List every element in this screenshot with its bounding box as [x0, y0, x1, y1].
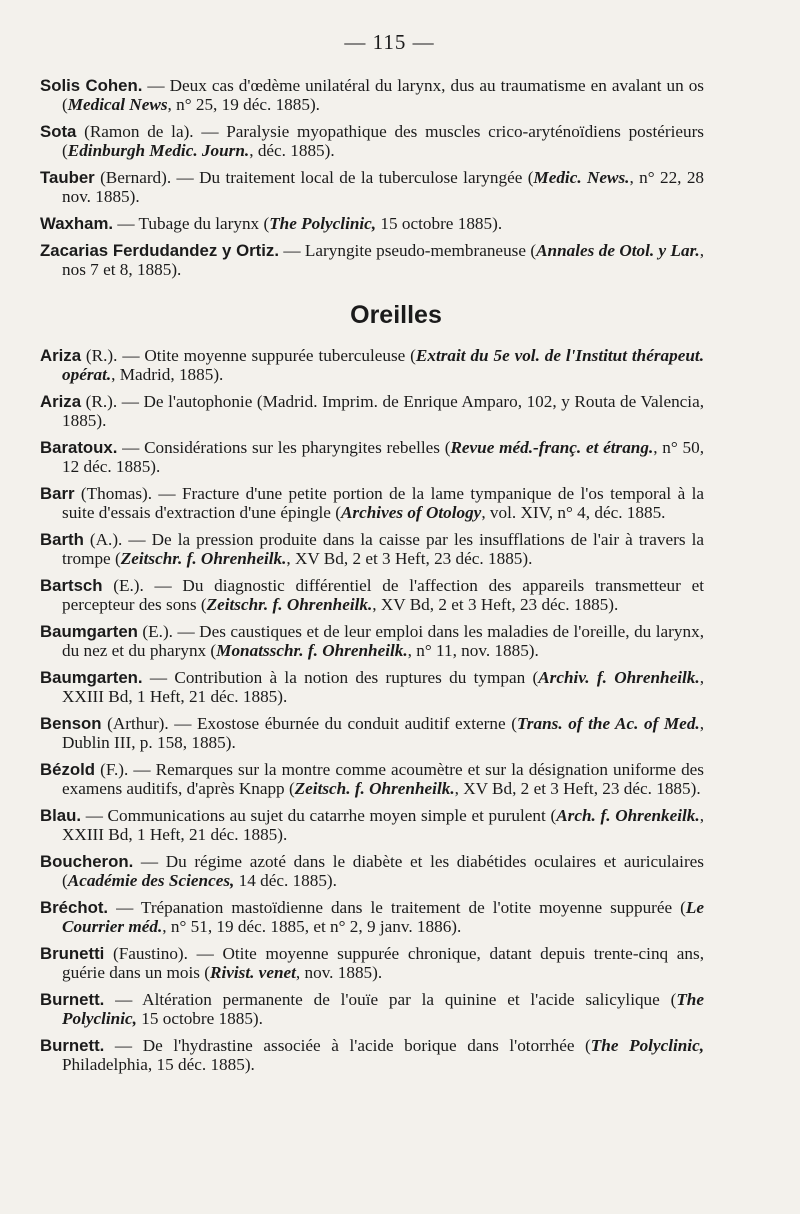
entry-author: Waxham.: [40, 214, 114, 233]
entry-text: — Tubage du larynx (: [113, 214, 270, 233]
entry-source: Medic. News.: [533, 168, 630, 187]
bibliography-entry: [40, 622, 704, 660]
entry-text: (F.). — Remarques sur la montre comme acoumètre et sur la désignation uniforme des examens auditifs, d'après Knapp (: [62, 760, 704, 798]
bibliography-entry: [40, 484, 704, 522]
entry-text: (R.). — De l'autophonie (Madrid. Imprim. de Enrique Amparo, 102, y Routa de Valencia, 1885).: [62, 392, 704, 430]
entry-author: Boucheron.: [40, 852, 134, 871]
entry-author: Ariza: [40, 392, 82, 411]
entry-text: — Considérations sur les pharyngites rebelles (: [117, 438, 451, 457]
bibliography-entry: [40, 214, 704, 233]
bibliography-entry: [40, 898, 704, 936]
entry-source: Rivist. venet: [209, 963, 296, 982]
bibliography-entry: [40, 438, 704, 476]
entry-author: Tauber: [40, 168, 95, 187]
entry-author: Zacarias Ferdudandez y Ortiz.: [40, 241, 279, 260]
bibliography-list-larynx: [40, 76, 704, 279]
bibliography-entry: [40, 530, 704, 568]
bibliography-entry: [40, 760, 704, 798]
entry-author: Burnett.: [40, 990, 105, 1009]
bibliography-entry: [40, 990, 704, 1028]
entry-text: (Bernard). — Du traitement local de la tuberculose laryngée (: [94, 168, 534, 187]
entry-source: Medical News: [67, 95, 168, 114]
entry-author: Ariza: [40, 346, 82, 365]
entry-source: Académie des Sciences,: [67, 871, 235, 890]
entry-source: Zeitschr. f. Ohrenheilk.: [206, 595, 373, 614]
entry-source: Edinburgh Medic. Journ.: [67, 141, 250, 160]
entry-source: Archiv. f. Ohrenheilk.: [538, 668, 700, 687]
entry-author: Bézold: [40, 760, 96, 779]
entry-text-end: , XV Bd, 2 et 3 Heft, 23 déc. 1885).: [454, 779, 701, 798]
entry-author: Baumgarten.: [40, 668, 143, 687]
entry-source: Zeitschr. f. Ohrenheilk.: [120, 549, 287, 568]
entry-text-end: , Dublin III, p. 158, 1885).: [62, 714, 705, 752]
bibliography-entry: [40, 944, 704, 982]
entry-source: Annales de Otol. y Lar.: [536, 241, 700, 260]
entry-source: The Polyclinic,: [590, 1036, 705, 1055]
entry-text-end: , XV Bd, 2 et 3 Heft, 23 déc. 1885).: [286, 549, 533, 568]
bibliography-entry: [40, 392, 704, 430]
bibliography-entry: [40, 346, 704, 384]
bibliography-entry: [40, 1036, 704, 1074]
bibliography-entry: [40, 122, 704, 160]
entry-text: (Faustino). — Otite moyenne suppurée chronique, datant depuis trente-cinq ans, guérie dans un mois (: [62, 944, 704, 982]
entry-text: — Contribution à la notion des ruptures du tympan (: [142, 668, 539, 687]
entry-author: Bartsch: [40, 576, 103, 595]
entry-text: (E.). — Du diagnostic différentiel de l'affection des appareils transmetteur et percepteur des sons (: [62, 576, 704, 614]
bibliography-entry: [40, 852, 704, 890]
entry-text-end: 15 octobre 1885).: [136, 1009, 263, 1028]
bibliography-entry: [40, 241, 704, 279]
entry-text: — Communications au sujet du catarrhe moyen simple et purulent (: [81, 806, 557, 825]
entry-author: Brunetti: [40, 944, 105, 963]
entry-author: Burnett.: [40, 1036, 105, 1055]
bibliography-entry: [40, 668, 704, 706]
section-title: Oreilles: [350, 301, 442, 329]
entry-author: Benson: [40, 714, 102, 733]
entry-text-end: , n° 22, 28 nov. 1885).: [62, 168, 705, 206]
entry-text-end: , n° 11, nov. 1885).: [407, 641, 539, 660]
entry-text: (R.). — Otite moyenne suppurée tuberculeuse (: [81, 346, 416, 365]
entry-source: Arch. f. Ohrenkeilk.: [556, 806, 700, 825]
bibliography-entry: [40, 76, 704, 114]
entry-source: Archives of Otology: [340, 503, 482, 522]
entry-author: Baumgarten: [40, 622, 138, 641]
entry-text-end: , déc. 1885).: [249, 141, 335, 160]
entry-text: — De l'hydrastine associée à l'acide borique dans l'otorrhée (: [104, 1036, 591, 1055]
bibliography-entry: [40, 168, 704, 206]
entry-author: Solis Cohen.: [40, 76, 143, 95]
entry-source: Le Courrier méd.: [62, 898, 704, 936]
entry-author: Sota: [40, 122, 77, 141]
entry-author: Barr: [40, 484, 75, 503]
entry-text-end: , XXIII Bd, 1 Heft, 21 déc. 1885).: [62, 806, 704, 844]
entry-text: — Altération permanente de l'ouïe par la quinine et l'acide salicylique (: [104, 990, 677, 1009]
entry-text: (E.). — Des caustiques et de leur emploi dans les maladies de l'oreille, du larynx, du nez et du pharynx (: [62, 622, 704, 660]
entry-author: Blau.: [40, 806, 82, 825]
entry-source: The Polyclinic,: [62, 990, 704, 1028]
entry-text: (A.). — De la pression produite dans la caisse par les insufflations de l'air à travers la trompe (: [62, 530, 704, 568]
bibliography-entry: [40, 806, 704, 844]
entry-author: Bréchot.: [40, 898, 109, 917]
entry-text-end: , nos 7 et 8, 1885).: [62, 241, 704, 279]
entry-text-end: , n° 51, 19 déc. 1885, et n° 2, 9 janv. 1886).: [162, 917, 462, 936]
entry-text-end: , nov. 1885).: [295, 963, 383, 982]
entry-text: — Laryngite pseudo-membraneuse (: [278, 241, 537, 260]
bibliography-list-ears: [40, 346, 704, 1074]
entry-text-end: 14 déc. 1885).: [234, 871, 337, 890]
entry-author: Baratoux.: [40, 438, 118, 457]
entry-text: (Ramon de la). — Paralysie myopathique des muscles crico-aryténoïdiens postérieurs (: [62, 122, 704, 160]
entry-text-end: , Madrid, 1885).: [111, 365, 224, 384]
entry-source: Revue méd.-franç. et étrang.: [450, 438, 654, 457]
page-number: — 115 —: [344, 30, 435, 54]
entry-text-end: , XV Bd, 2 et 3 Heft, 23 déc. 1885).: [372, 595, 619, 614]
entry-source: Zeitsch. f. Ohrenheilk.: [294, 779, 455, 798]
entry-text-end: , n° 25, 19 déc. 1885).: [167, 95, 320, 114]
entry-text-end: , XXIII Bd, 1 Heft, 21 déc. 1885).: [62, 668, 704, 706]
entry-text-end: , vol. XIV, n° 4, déc. 1885.: [481, 503, 666, 522]
entry-source: The Polyclinic,: [269, 214, 377, 233]
entry-text-end: Philadelphia, 15 déc. 1885).: [62, 1055, 255, 1074]
entry-text: — Trépanation mastoïdienne dans le traitement de l'otite moyenne suppurée (: [108, 898, 686, 917]
bibliography-entry: [40, 576, 704, 614]
entry-text: (Arthur). — Exostose éburnée du conduit auditif externe (: [101, 714, 517, 733]
entry-source: Monatsschr. f. Ohrenheilk.: [216, 641, 408, 660]
entry-text-end: 15 octobre 1885).: [376, 214, 503, 233]
bibliography-entry: [40, 714, 704, 752]
entry-author: Barth: [40, 530, 84, 549]
entry-text: — Deux cas d'œdème unilatéral du larynx, dus au traumatisme en avalant un os (: [62, 76, 704, 114]
entry-source: Extrait du 5e vol. de l'Institut thérapeut. opérat.: [62, 346, 704, 384]
entry-source: Trans. of the Ac. of Med.: [516, 714, 700, 733]
entry-text-end: , n° 50, 12 déc. 1885).: [62, 438, 705, 476]
entry-text: (Thomas). — Fracture d'une petite portion de la lame tympanique de l'os temporal à la suite d'essais d'extraction d'une épingle (: [62, 484, 704, 522]
entry-text: — Du régime azoté dans le diabète et les diabétides oculaires et auriculaires (: [62, 852, 704, 890]
